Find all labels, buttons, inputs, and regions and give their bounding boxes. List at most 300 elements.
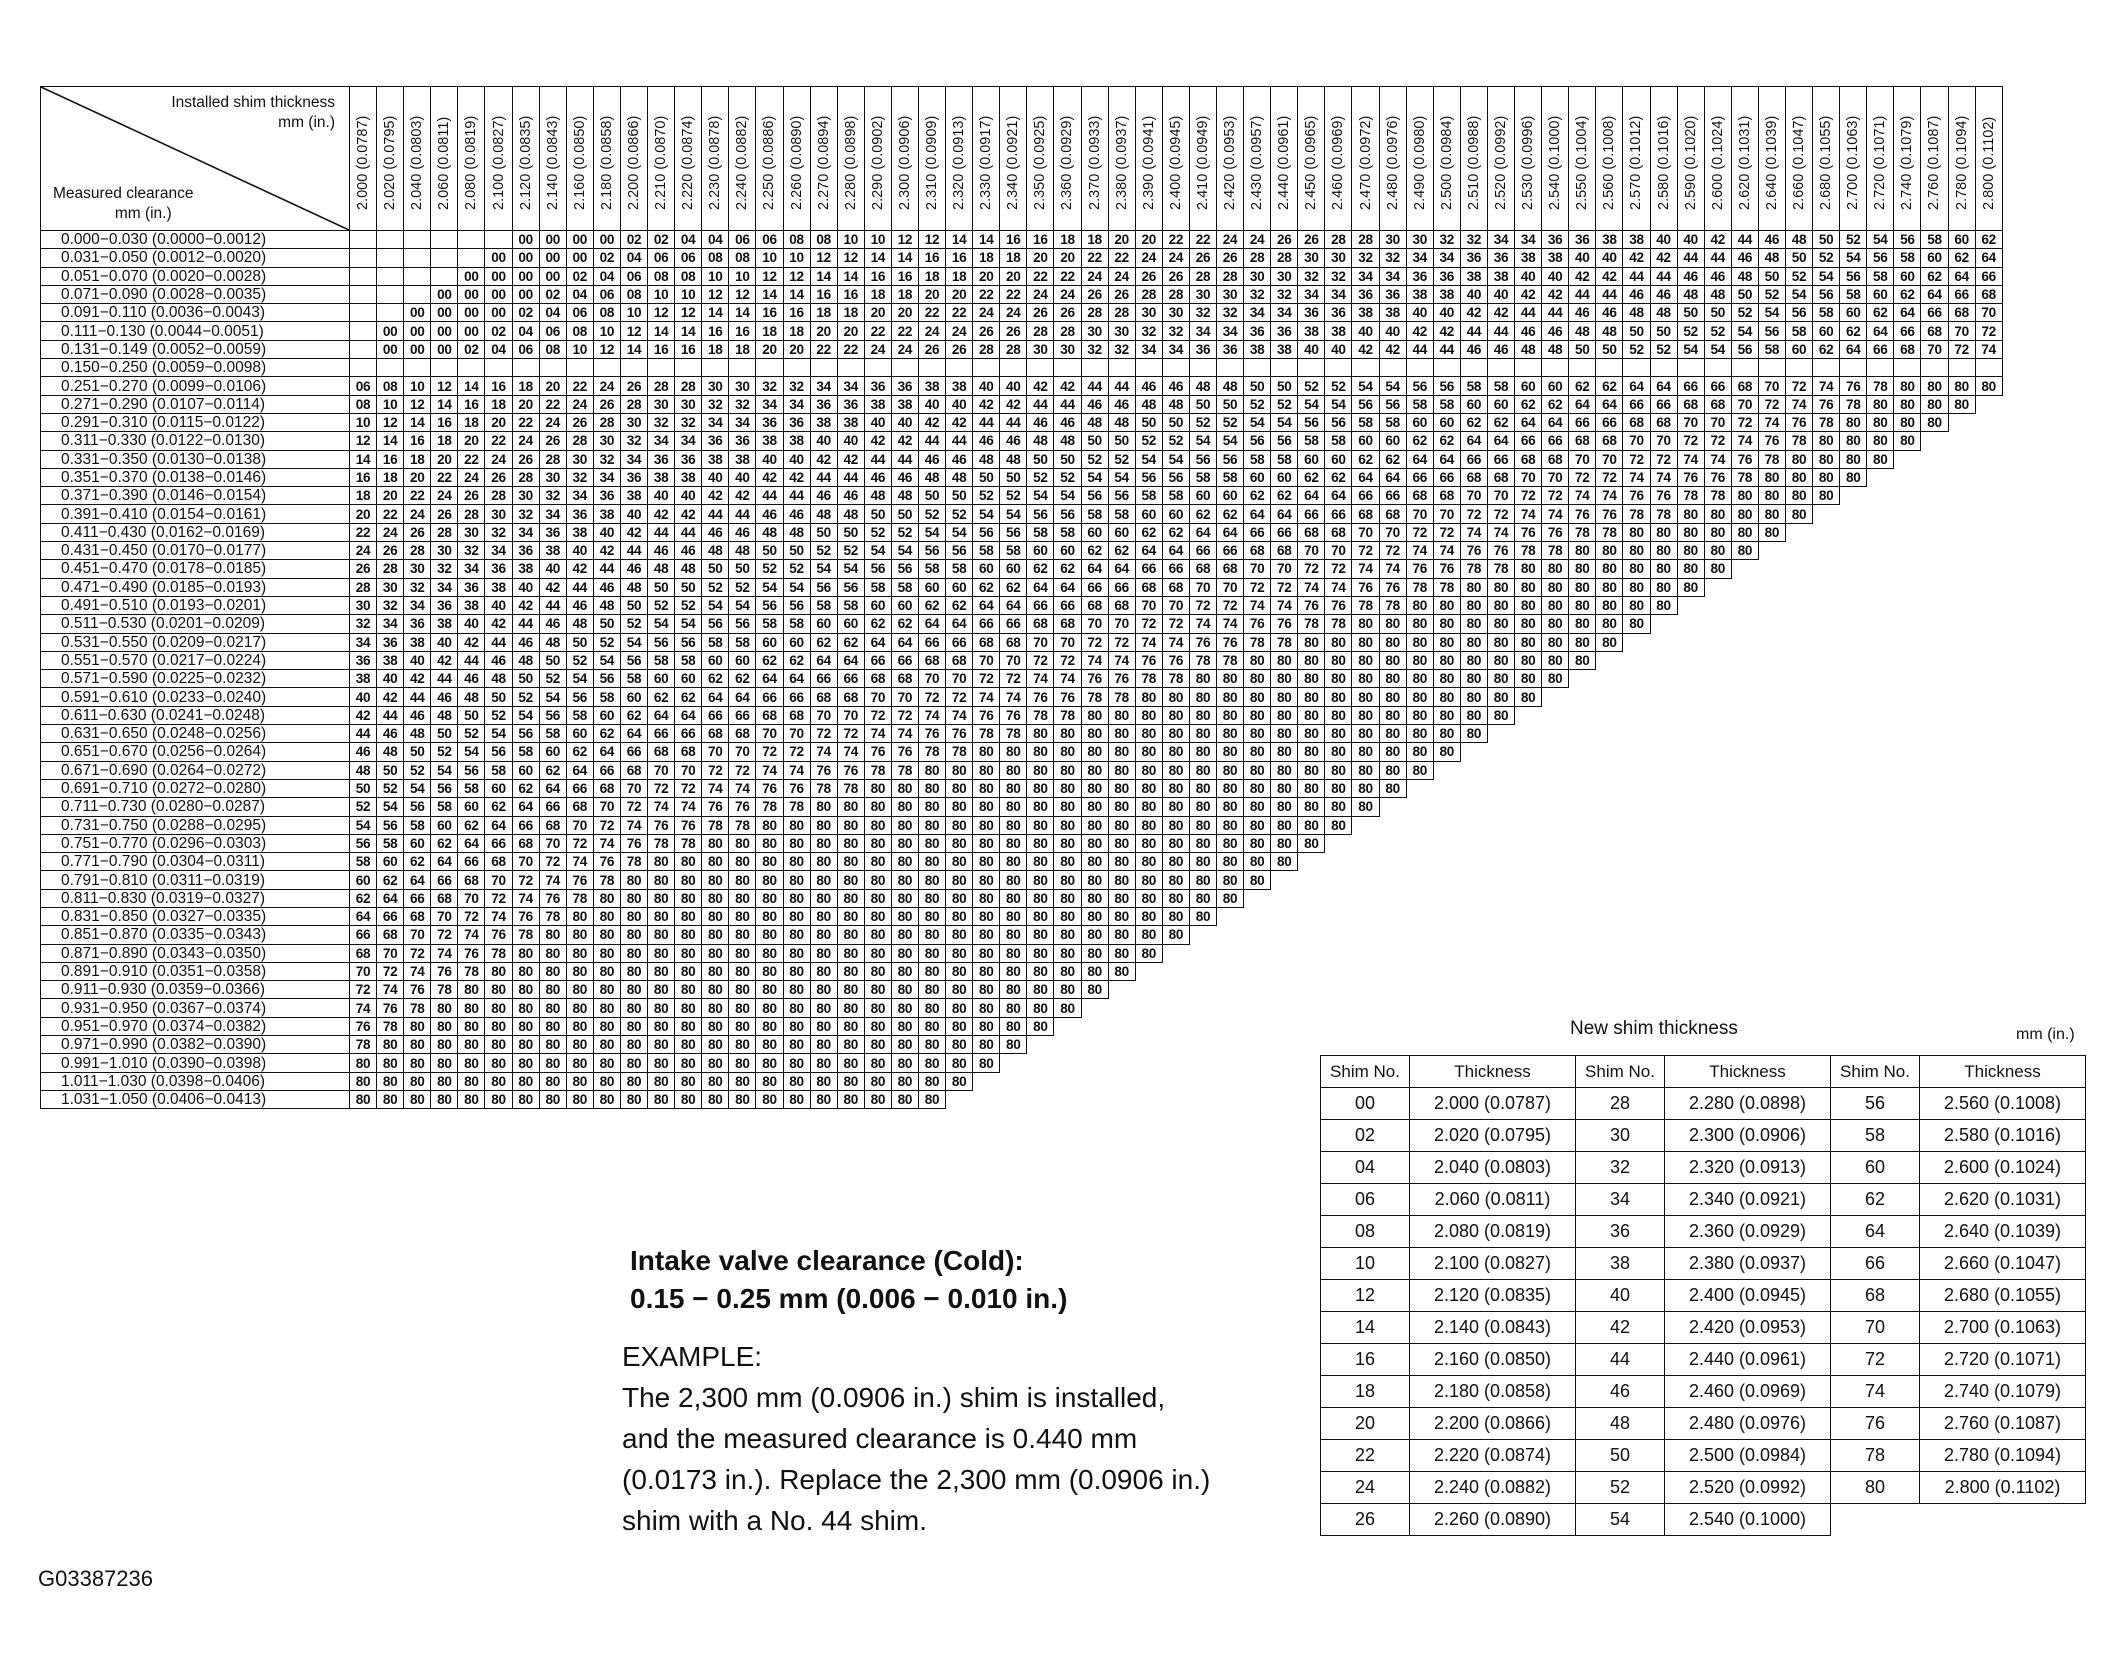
shim-number-cell: 46 <box>1569 304 1596 322</box>
shim-number-cell <box>566 359 593 377</box>
empty-cell <box>1460 798 1487 816</box>
shim-number-cell: 80 <box>1108 962 1135 980</box>
shim-number: 12 <box>1321 1280 1410 1312</box>
shim-number-cell: 80 <box>1379 633 1406 651</box>
shim-number-cell: 80 <box>620 889 647 907</box>
shim-number-cell: 18 <box>512 377 539 395</box>
shim-number-cell: 80 <box>1677 578 1704 596</box>
shim-number-cell: 18 <box>350 487 377 505</box>
shim-number-cell: 30 <box>1108 322 1135 340</box>
shim-number-cell: 62 <box>1081 542 1108 560</box>
shim-number-cell: 80 <box>973 1036 1000 1054</box>
shim-number-cell: 80 <box>1271 670 1298 688</box>
shim-number-cell: 32 <box>512 505 539 523</box>
measured-clearance-label-line1: Measured clearance <box>53 185 194 202</box>
empty-cell <box>1433 1017 1460 1035</box>
shim-number-cell: 76 <box>1162 651 1189 669</box>
shim-number-cell: 80 <box>1271 688 1298 706</box>
empty-cell <box>1352 889 1379 907</box>
shim-number-cell: 80 <box>810 1054 837 1072</box>
shim-number-cell: 80 <box>1650 560 1677 578</box>
shim-number-cell: 80 <box>1650 596 1677 614</box>
shim-number-cell: 68 <box>1542 450 1569 468</box>
shim-number-cell <box>431 359 458 377</box>
shim-number-cell: 76 <box>1406 560 1433 578</box>
shim-number-cell: 18 <box>837 304 864 322</box>
shim-number-cell: 26 <box>1298 231 1325 249</box>
empty-cell <box>1894 487 1921 505</box>
empty-cell <box>1650 761 1677 779</box>
shim-number-cell: 80 <box>1189 889 1216 907</box>
shim-number-cell: 80 <box>1325 706 1352 724</box>
shim-number-cell: 36 <box>756 413 783 431</box>
empty-cell <box>1244 926 1271 944</box>
shim-number-cell: 38 <box>512 560 539 578</box>
empty-cell <box>1704 816 1731 834</box>
new-shim-header-row <box>1321 1056 2086 1088</box>
shim-number-cell: 80 <box>1271 798 1298 816</box>
measured-clearance-label: 0.831−0.850 (0.0327−0.0335) <box>41 907 350 925</box>
shim-number-cell: 76 <box>1379 578 1406 596</box>
empty-cell <box>1785 651 1812 669</box>
shim-number-cell: 80 <box>1000 834 1027 852</box>
shim-number-cell: 24 <box>404 505 431 523</box>
shim-number-cell: 76 <box>1623 487 1650 505</box>
shim-number-cell: 66 <box>1542 432 1569 450</box>
shim-number-cell: 64 <box>837 651 864 669</box>
shim-number-cell: 74 <box>1081 651 1108 669</box>
shim-number-cell <box>1352 359 1379 377</box>
empty-cell <box>1731 798 1758 816</box>
empty-cell <box>1596 798 1623 816</box>
shim-number-cell: 80 <box>1135 688 1162 706</box>
shim-number-cell: 20 <box>756 340 783 358</box>
shim-number-cell: 72 <box>1596 468 1623 486</box>
empty-cell <box>1813 743 1840 761</box>
shim-number-cell: 80 <box>1054 907 1081 925</box>
shim-number-cell: 80 <box>891 944 918 962</box>
shim-number-cell: 40 <box>864 413 891 431</box>
empty-cell <box>1325 871 1352 889</box>
shim-number-cell: 80 <box>1217 853 1244 871</box>
installed-thickness-column-header <box>1379 87 1406 231</box>
empty-cell <box>1867 596 1894 614</box>
shim-number-cell: 76 <box>783 779 810 797</box>
shim-number-cell: 32 <box>1433 231 1460 249</box>
shim-number-cell: 70 <box>1271 560 1298 578</box>
shim-number-cell: 68 <box>729 725 756 743</box>
shim-number-cell: 12 <box>593 340 620 358</box>
shim-number-cell: 80 <box>1623 542 1650 560</box>
shim-number-cell: 72 <box>1975 322 2002 340</box>
shim-number-cell: 48 <box>431 706 458 724</box>
shim-number-cell: 56 <box>539 706 566 724</box>
shim-number-cell: 12 <box>350 432 377 450</box>
empty-cell <box>1785 633 1812 651</box>
empty-cell <box>1921 651 1948 669</box>
shim-number-cell: 72 <box>1271 578 1298 596</box>
shim-number-cell: 80 <box>431 1036 458 1054</box>
shim-number-cell <box>1027 359 1054 377</box>
shim-number-cell: 80 <box>1217 889 1244 907</box>
shim-number-cell: 30 <box>1189 285 1216 303</box>
empty-cell <box>1813 505 1840 523</box>
shim-number-cell: 48 <box>1108 413 1135 431</box>
empty-cell <box>1569 779 1596 797</box>
shim-number-cell: 80 <box>458 1036 485 1054</box>
empty-cell <box>1460 816 1487 834</box>
shim-number-cell: 38 <box>1487 267 1514 285</box>
installed-thickness-column-header <box>1027 87 1054 231</box>
installed-thickness-column-header <box>1487 87 1514 231</box>
empty-cell <box>1813 907 1840 925</box>
empty-cell <box>1677 962 1704 980</box>
empty-cell <box>1460 889 1487 907</box>
empty-cell <box>1433 871 1460 889</box>
shim-number-cell: 80 <box>946 962 973 980</box>
shim-number-cell: 22 <box>431 468 458 486</box>
shim-number-cell: 14 <box>756 285 783 303</box>
empty-cell <box>1406 816 1433 834</box>
shim-number-cell: 80 <box>1217 688 1244 706</box>
shim-number-cell: 68 <box>1894 340 1921 358</box>
empty-cell <box>1406 962 1433 980</box>
shim-number-cell: 68 <box>1379 505 1406 523</box>
shim-number-cell: 80 <box>1731 487 1758 505</box>
shim-number-cell: 48 <box>648 560 675 578</box>
shim-number-cell: 54 <box>620 633 647 651</box>
shim-number-cell: 54 <box>593 651 620 669</box>
shim-number-cell: 34 <box>648 432 675 450</box>
installed-thickness-column-header <box>1135 87 1162 231</box>
shim-number-cell: 52 <box>946 505 973 523</box>
shim-number-cell: 80 <box>756 853 783 871</box>
shim-number-cell: 26 <box>946 340 973 358</box>
shim-number-cell: 40 <box>648 487 675 505</box>
shim-number-cell: 16 <box>702 322 729 340</box>
empty-cell <box>1217 1090 1244 1108</box>
shim-number-cell: 48 <box>485 670 512 688</box>
empty-cell <box>1542 889 1569 907</box>
empty-cell <box>1840 1017 1867 1035</box>
shim-number-cell: 80 <box>864 889 891 907</box>
empty-cell <box>1189 944 1216 962</box>
shim-number-cell: 36 <box>648 450 675 468</box>
empty-cell <box>1731 871 1758 889</box>
shim-number-cell: 76 <box>973 706 1000 724</box>
shim-number-cell: 80 <box>1569 651 1596 669</box>
shim-number-cell: 34 <box>1515 231 1542 249</box>
shim-number-cell: 54 <box>973 505 1000 523</box>
shim-number-cell: 16 <box>918 249 945 267</box>
shim-number-cell: 64 <box>1162 542 1189 560</box>
installed-thickness-label: 2.560 (0.1008) <box>1601 115 1618 210</box>
empty-cell <box>1623 962 1650 980</box>
shim-number-cell: 80 <box>1569 596 1596 614</box>
shim-number-cell: 52 <box>1298 377 1325 395</box>
shim-number-cell: 80 <box>810 834 837 852</box>
shim-number-cell: 80 <box>1379 706 1406 724</box>
shim-number-cell: 52 <box>1677 322 1704 340</box>
shim-number-cell: 76 <box>1054 688 1081 706</box>
shim-number-cell: 80 <box>810 999 837 1017</box>
empty-cell <box>1704 871 1731 889</box>
measured-clearance-label: 0.731−0.750 (0.0288−0.0295) <box>41 816 350 834</box>
shim-number-cell: 42 <box>1000 395 1027 413</box>
shim-number-cell: 54 <box>946 523 973 541</box>
empty-cell <box>1704 596 1731 614</box>
shim-number-cell: 80 <box>1813 450 1840 468</box>
shim-number-cell: 80 <box>1352 798 1379 816</box>
shim-number-cell: 50 <box>918 487 945 505</box>
shim-number-cell: 78 <box>1217 651 1244 669</box>
shim-number-cell: 80 <box>702 907 729 925</box>
shim-number-cell <box>1487 359 1514 377</box>
shim-number-cell: 78 <box>648 834 675 852</box>
shim-number-cell: 64 <box>1108 560 1135 578</box>
shim-number-cell: 80 <box>810 816 837 834</box>
shim-number-cell: 62 <box>918 596 945 614</box>
shim-number-cell: 00 <box>404 322 431 340</box>
empty-cell <box>1271 926 1298 944</box>
shim-number-cell: 08 <box>702 249 729 267</box>
shim-number-cell <box>485 359 512 377</box>
shim-number-cell: 44 <box>1623 267 1650 285</box>
shim-number-cell: 80 <box>783 999 810 1017</box>
shim-number-cell <box>404 249 431 267</box>
shim-number-cell: 64 <box>729 688 756 706</box>
empty-cell <box>1921 432 1948 450</box>
empty-cell <box>1813 761 1840 779</box>
shim-number-cell: 58 <box>1217 468 1244 486</box>
shim-number-cell: 20 <box>485 413 512 431</box>
shim-number-cell: 60 <box>810 615 837 633</box>
shim-number-cell: 42 <box>837 450 864 468</box>
shim-number-cell: 74 <box>702 779 729 797</box>
installed-thickness-label: 2.590 (0.1020) <box>1682 115 1699 210</box>
shim-number-cell: 80 <box>1406 725 1433 743</box>
empty-cell <box>1975 743 2002 761</box>
shim-number-cell: 80 <box>1189 907 1216 925</box>
shim-number-cell: 80 <box>1298 688 1325 706</box>
empty-cell <box>1569 926 1596 944</box>
shim-number-cell: 80 <box>1785 468 1812 486</box>
empty-cell <box>1948 834 1975 852</box>
shim-number-cell: 60 <box>729 651 756 669</box>
empty-cell <box>1515 725 1542 743</box>
shim-number-cell: 38 <box>729 450 756 468</box>
shim-number-cell: 72 <box>1135 615 1162 633</box>
shim-number-cell: 50 <box>1189 395 1216 413</box>
shim-number-cell: 68 <box>1162 578 1189 596</box>
installed-shim-label-line2: mm (in.) <box>278 114 335 131</box>
shim-number-cell: 76 <box>539 889 566 907</box>
shim-number-cell: 74 <box>729 779 756 797</box>
shim-number-cell: 48 <box>702 542 729 560</box>
shim-number-cell: 80 <box>1894 377 1921 395</box>
new-shim-row <box>1321 1440 2086 1472</box>
empty-cell <box>1758 633 1785 651</box>
shim-number-cell: 60 <box>1189 487 1216 505</box>
installed-thickness-label: 2.400 (0.0945) <box>1167 115 1184 210</box>
empty-cell <box>1731 633 1758 651</box>
shim-number-cell: 06 <box>539 322 566 340</box>
empty-cell <box>1379 999 1406 1017</box>
measured-clearance-label: 1.011−1.030 (0.0398−0.0406) <box>41 1072 350 1090</box>
empty-cell <box>1704 743 1731 761</box>
shim-number-cell: 52 <box>350 798 377 816</box>
empty-cell <box>1840 999 1867 1017</box>
shim-number-cell: 08 <box>539 340 566 358</box>
shim-number-cell: 80 <box>1027 834 1054 852</box>
shim-number-cell: 46 <box>1677 267 1704 285</box>
empty-cell <box>1867 926 1894 944</box>
empty-cell <box>1596 944 1623 962</box>
shim-number-cell: 36 <box>431 596 458 614</box>
measured-clearance-label: 0.971−0.990 (0.0382−0.0390) <box>41 1036 350 1054</box>
shim-number-cell: 60 <box>891 596 918 614</box>
installed-thickness-label: 2.140 (0.0843) <box>544 115 561 210</box>
shim-number-cell: 80 <box>973 853 1000 871</box>
shim-number-cell: 52 <box>1704 322 1731 340</box>
shim-number-cell: 38 <box>946 377 973 395</box>
shim-number-cell: 58 <box>1785 322 1812 340</box>
shim-number-cell: 80 <box>729 999 756 1017</box>
empty-cell <box>1515 926 1542 944</box>
shim-number-cell: 76 <box>1189 633 1216 651</box>
installed-thickness-column-header <box>1271 87 1298 231</box>
shim-number-cell: 80 <box>946 999 973 1017</box>
shim-number: 18 <box>1321 1376 1410 1408</box>
shim-number-cell: 78 <box>891 761 918 779</box>
shim-number-cell: 38 <box>1379 304 1406 322</box>
shim-number-cell: 80 <box>729 1072 756 1090</box>
shim-number-cell: 62 <box>593 725 620 743</box>
shim-number-cell: 16 <box>837 285 864 303</box>
empty-cell <box>1460 761 1487 779</box>
shim-number-cell: 80 <box>810 889 837 907</box>
empty-cell <box>1948 560 1975 578</box>
shim-number-cell: 70 <box>1325 542 1352 560</box>
shim-number-cell: 80 <box>918 926 945 944</box>
shim-number-cell: 80 <box>1731 542 1758 560</box>
empty-cell <box>1487 853 1514 871</box>
empty-cell <box>1352 981 1379 999</box>
shim-number-cell: 44 <box>1677 249 1704 267</box>
shim-number-cell: 40 <box>756 450 783 468</box>
shim-number-cell: 80 <box>593 1072 620 1090</box>
shim-number-cell: 80 <box>512 999 539 1017</box>
shim-thickness: 2.640 (0.1039) <box>1920 1216 2086 1248</box>
empty-cell <box>1948 487 1975 505</box>
shim-number-cell: 52 <box>1135 432 1162 450</box>
shim-number: 54 <box>1576 1504 1665 1536</box>
shim-number-cell: 80 <box>1298 725 1325 743</box>
shim-number-cell: 72 <box>404 944 431 962</box>
empty-cell <box>1704 798 1731 816</box>
empty-cell <box>1813 798 1840 816</box>
shim-number-cell: 44 <box>458 651 485 669</box>
shim-number-cell: 44 <box>1542 304 1569 322</box>
empty-cell <box>1921 615 1948 633</box>
empty-cell <box>1677 907 1704 925</box>
shim-number-cell: 24 <box>539 413 566 431</box>
empty-cell <box>1596 853 1623 871</box>
empty-cell <box>1487 761 1514 779</box>
shim-number-cell: 42 <box>864 432 891 450</box>
shim-number-cell: 50 <box>485 688 512 706</box>
shim-number-cell: 74 <box>1975 340 2002 358</box>
shim-number-cell: 80 <box>512 962 539 980</box>
installed-thickness-column-header <box>512 87 539 231</box>
shim-number-cell: 60 <box>1840 304 1867 322</box>
shim-number-cell: 40 <box>1487 285 1514 303</box>
shim-number-cell: 80 <box>1813 487 1840 505</box>
shim-number-cell: 80 <box>566 1072 593 1090</box>
empty-cell <box>1217 981 1244 999</box>
shim-number-cell: 64 <box>512 798 539 816</box>
empty-cell <box>1569 725 1596 743</box>
shim-number-cell: 50 <box>1000 468 1027 486</box>
empty-cell <box>1975 779 2002 797</box>
shim-number-cell: 58 <box>1813 304 1840 322</box>
shim-number-cell: 62 <box>1867 304 1894 322</box>
shim-number-cell: 80 <box>1000 816 1027 834</box>
shim-number-cell: 56 <box>783 596 810 614</box>
shim-number-cell: 80 <box>918 1036 945 1054</box>
shim-number-cell: 80 <box>431 999 458 1017</box>
shim-number-cell: 58 <box>1460 377 1487 395</box>
shim-number-cell: 68 <box>756 706 783 724</box>
shim-number-cell: 78 <box>1135 670 1162 688</box>
empty-cell <box>1894 779 1921 797</box>
shim-number-cell: 80 <box>1135 779 1162 797</box>
shim-number-cell: 74 <box>1569 487 1596 505</box>
empty-cell <box>1217 944 1244 962</box>
shim-number-cell: 38 <box>485 578 512 596</box>
shim-number-cell: 38 <box>539 542 566 560</box>
shim-number-cell: 18 <box>756 322 783 340</box>
shim-number-cell: 40 <box>1298 340 1325 358</box>
shim-number-cell: 64 <box>648 706 675 724</box>
shim-number-cell: 80 <box>1758 468 1785 486</box>
shim-number-cell: 80 <box>918 1072 945 1090</box>
empty-cell <box>1650 889 1677 907</box>
shim-number-cell: 80 <box>864 962 891 980</box>
shim-number-cell: 38 <box>837 413 864 431</box>
empty-cell <box>1840 871 1867 889</box>
shim-number-cell: 38 <box>350 670 377 688</box>
shim-number-cell: 66 <box>458 853 485 871</box>
shim-number: 64 <box>1831 1216 1920 1248</box>
shim-number-cell: 62 <box>1406 432 1433 450</box>
shim-number-cell: 34 <box>1135 340 1162 358</box>
empty-cell <box>1704 999 1731 1017</box>
empty-cell <box>1975 688 2002 706</box>
shim-number-cell: 80 <box>891 1036 918 1054</box>
shim-number-cell: 52 <box>1623 340 1650 358</box>
shim-number-cell: 78 <box>1406 578 1433 596</box>
shim-number-cell: 50 <box>377 761 404 779</box>
shim-number-cell: 54 <box>350 816 377 834</box>
shim-number-cell: 80 <box>1623 523 1650 541</box>
shim-number-cell: 80 <box>1271 725 1298 743</box>
shim-number-cell <box>1135 359 1162 377</box>
shim-number-cell: 10 <box>350 413 377 431</box>
shim-number-cell: 74 <box>1515 505 1542 523</box>
empty-cell <box>1731 907 1758 925</box>
installed-thickness-label: 2.250 (0.0886) <box>761 115 778 210</box>
